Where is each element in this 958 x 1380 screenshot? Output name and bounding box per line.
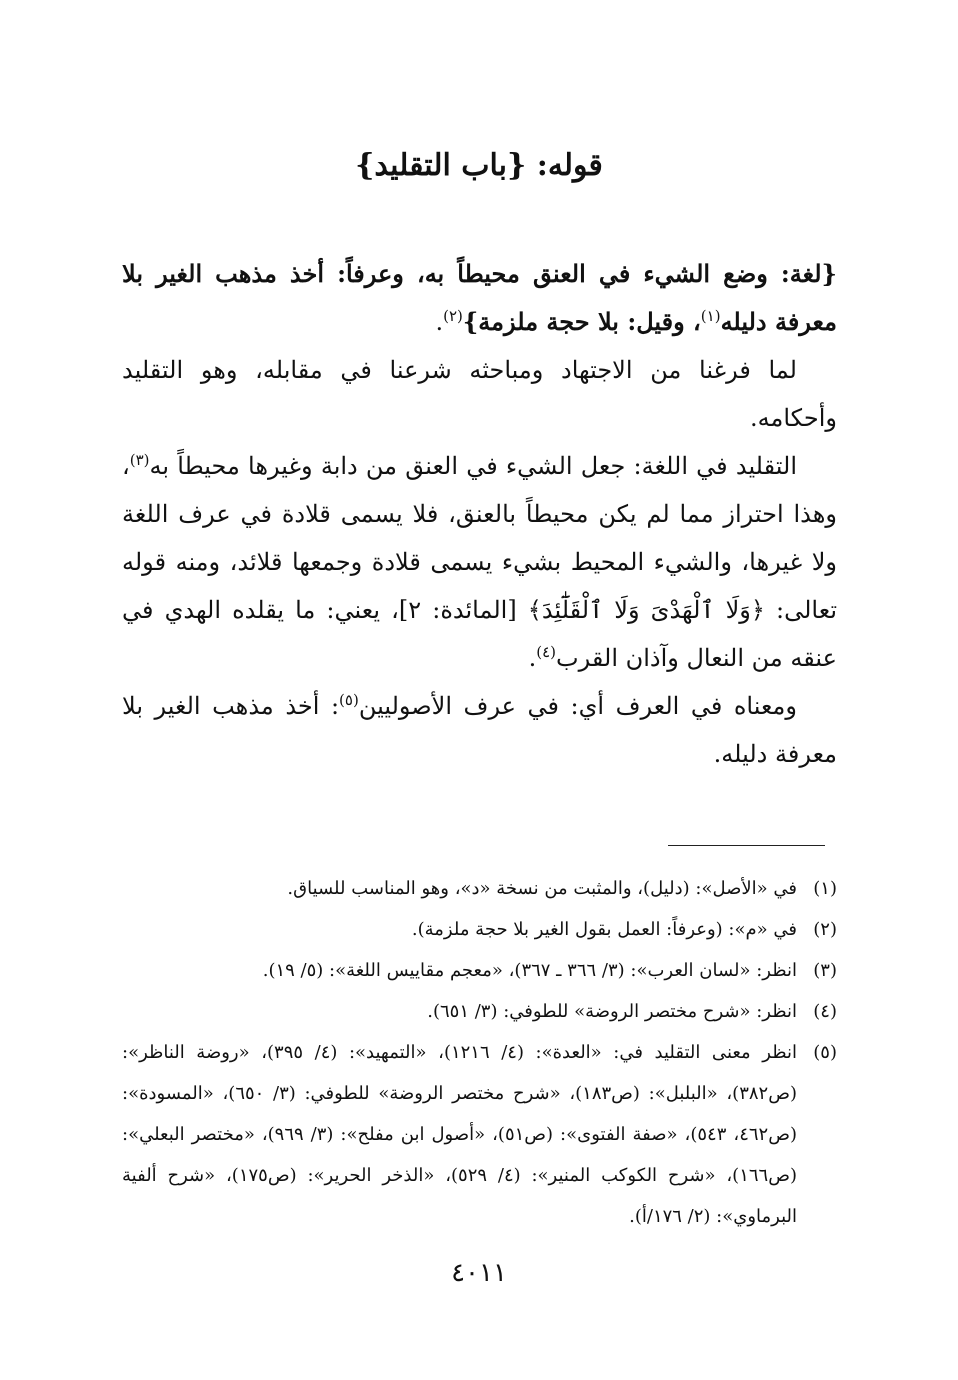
footnotes: [122, 868, 837, 1237]
footnote-ref-3[interactable]: (٣): [129, 451, 150, 469]
footnote-4: [122, 991, 837, 1032]
definition-text-cont: ، وقيل: بلا حجة ملزمة}: [462, 307, 701, 336]
technical-text-cont: : أخذ مذهب الغير بلا معرفة دليله.: [122, 692, 837, 768]
page-number: ٤٠١١: [451, 1258, 507, 1288]
footnote-3: [122, 950, 837, 991]
linguistic-end: .: [528, 644, 537, 672]
footnote-ref-4[interactable]: (٤): [536, 643, 557, 661]
chapter-heading: قوله: {باب التقليد}: [355, 148, 603, 183]
main-text: [122, 250, 837, 778]
footnote-ref-1[interactable]: (١): [700, 307, 721, 325]
paragraph-technical: [122, 682, 837, 778]
footnote-text: في «الأصل»: (دليل)، والمثبت من نسخة «د»، وهو المناسب للسياق.: [287, 878, 797, 899]
paragraph-definition: [122, 250, 837, 346]
footnote-number: (٤): [813, 1001, 837, 1022]
linguistic-text: التقليد في اللغة: جعل الشيء في العنق من دابة وغيرها محيطاً به: [149, 452, 797, 480]
definition-end: .: [435, 308, 444, 336]
footnote-number: (٣): [813, 960, 837, 981]
footnote-5: [122, 1032, 837, 1237]
footnote-text: انظر معنى التقليد في: «العدة»: (٤/ ١٢١٦)، «التمهيد»: (٤/ ٣٩٥)، «روضة الناظر»: (ص٣٨٢)، «البلبل»: (ص١٨٣)، «شرح مختصر الروضة» للطوفي: (٣/ ٦٥٠)، «المسودة»: (ص٤٦٢، ٥٤٣)، «صفة الفتوى»: (ص٥١)، «أصول ابن مفلح»: (٣/ ٩٦٩)، «مختصر البعلي»: (ص١٦٦)، «شرح الكوكب المنير»: (٤/ ٥٢٩)، «الذخر الحرير»: (ص١٧٥)، «شرح ألفية البرماوي»: (٢/ ١٧٦/أ).: [122, 1042, 798, 1227]
footnote-text: في «م»: (وعرفاً: العمل بقول الغير بلا حجة ملزمة).: [411, 919, 797, 940]
footnote-number: (٥): [813, 1042, 837, 1063]
footnote-number: (١): [813, 878, 837, 899]
linguistic-text-cont: ، وهذا احتراز مما لم يكن محيطاً بالعنق، فلا يسمى قلادة في عرف اللغة ولا غيرها، والشيء المحيط بشيء يسمى قلادة وجمعها قلائد، ومنه قوله تعالى: ﴿وَلَا ٱلْهَدْىَ وَلَا ٱلْقَلَٰٓئِدَ﴾ [المائدة: ٢]، يعني: ما يقلده الهدي في عنقه من النعال وآذان القرب: [122, 452, 837, 672]
footnote-1: [122, 868, 837, 909]
technical-text: ومعناه في العرف أي: في عرف الأصوليين: [358, 692, 797, 720]
footnote-ref-5[interactable]: (٥): [339, 691, 359, 709]
footnote-2: [122, 909, 837, 950]
paragraph-transition: لما فرغنا من الاجتهاد ومباحثه شرعنا في مقابله، وهو التقليد وأحكامه.: [122, 356, 837, 432]
footnote-text: انظر: «شرح مختصر الروضة» للطوفي: (٣/ ٦٥١).: [427, 1001, 797, 1022]
paragraph-linguistic: [122, 442, 837, 682]
footnote-text: انظر: «لسان العرب»: (٣/ ٣٦٦ ـ ٣٦٧)، «معجم مقاييس اللغة»: (٥/ ١٩).: [262, 960, 797, 981]
footnote-divider: [668, 845, 825, 846]
definition-text: {لغة: وضع الشيء في العنق محيطاً به، وعرفاً: أخذ مذهب الغير بلا معرفة دليله: [122, 259, 837, 336]
footnote-number: (٢): [813, 919, 837, 940]
footnote-ref-2[interactable]: (٢): [443, 307, 463, 325]
